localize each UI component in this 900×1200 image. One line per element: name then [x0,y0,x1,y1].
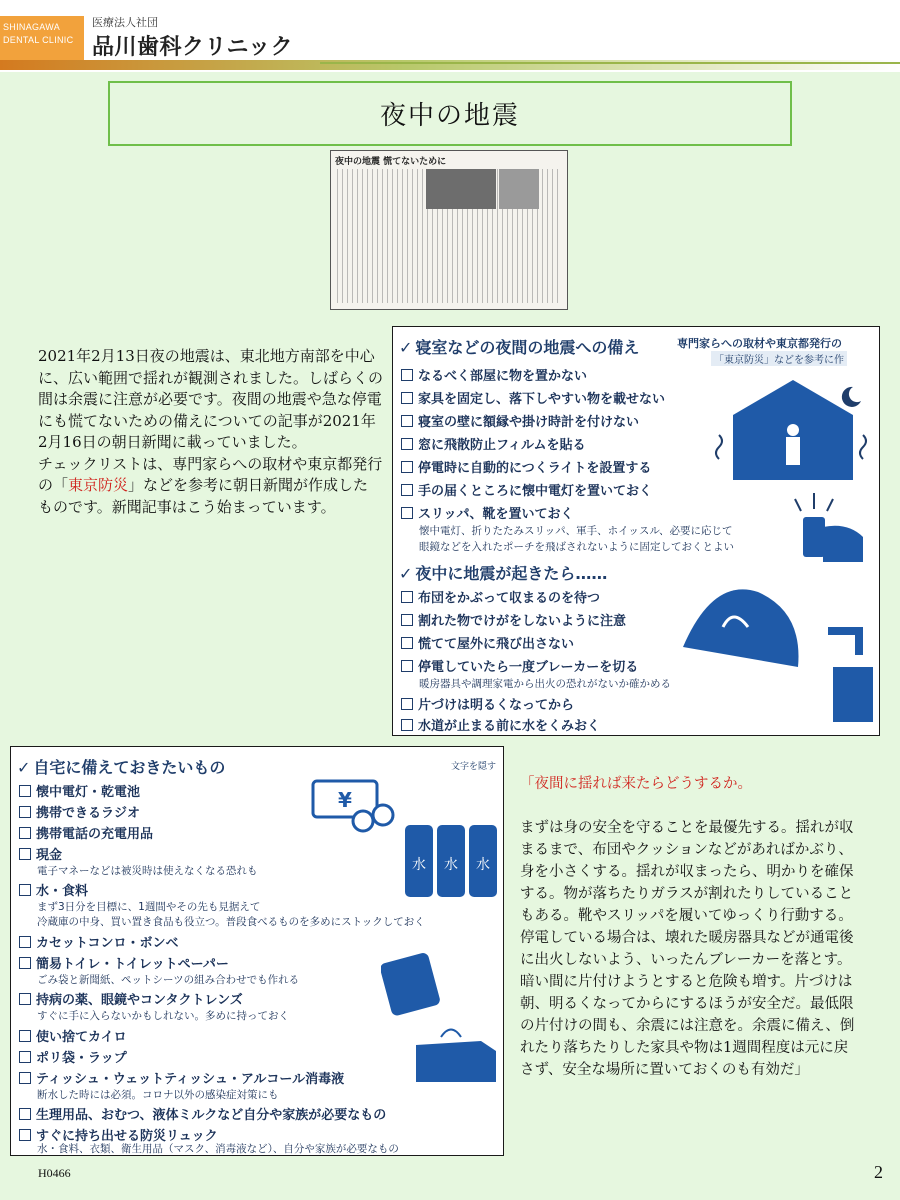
checklist-item: 布団をかぶって収まるのを待つ [401,587,600,606]
checklist-note: まず3日分を目標に、1週間やその先も見据えて [37,901,261,913]
checklist-note: すぐに手に入らないかもしれない。多めに持っておく [37,1010,289,1022]
checkbox-icon [401,660,413,672]
coin-icon [353,811,373,831]
flashlight-illustration [793,487,878,567]
futon-icon [683,589,799,667]
checklist-item: 持病の薬、眼鏡やコンタクトレンズ [19,989,243,1008]
water-label: 水 [444,857,458,873]
checklist-item: 寝室の壁に額縁や掛け時計を付けない [401,411,639,430]
checklist-item: 手の届くところに懐中電灯を置いておく [401,480,652,499]
checkbox-icon [401,591,413,603]
checkbox-icon [19,1030,31,1042]
checkbox-icon [19,993,31,1005]
checklist-item: ティッシュ・ウェットティッシュ・アルコール消毒液 [19,1068,344,1087]
person-head-icon [787,424,799,436]
checklist-home-supplies [10,746,504,1156]
medicine-illustration [381,947,451,1017]
water-cup-icon [833,667,873,722]
water-bottles-illustration [401,813,501,903]
checkmark-icon: ✓ [17,758,31,777]
source-tag-line2: 「東京防災」などを参考に作 [711,351,847,366]
checklist-note: 冷蔵庫の中身、買い置き食品も役立つ。普段食べるものを多めにストックしておく [37,916,425,928]
answer-body: まずは身の安全を守ることを最優先する。揺れが収まるまで、布団やクッションなどがあればかぶり、身を小さくする。揺れが収まったら、明かりを確保する。物が落ちたりガラスが割れたりしていることもある。靴やスリッパを履いてゆっくり行動する。停電している場合は、壊れた暖房器具などが通電後に出火しないよう、いったんブレーカーを落とす。暗い間に片付けようとすると危険も増す。片づけは朝、明るくなってからにするほうが安全だ。最低限の片付けの間も、余震には注意を。余震に備え、倒れたり落ちたりした家具や物は1週間程度は元に戻さず、安全な場所に置いておくのも有効だ」 [520,820,855,1078]
checklist-note: 眼鏡などを入れたポーチを飛ばされないように固定しておくとよい [419,541,734,553]
checklist-item: なるべく部屋に物を置かない [401,365,587,384]
checklist-night-earthquake [392,326,880,736]
checkbox-icon [401,392,413,404]
hide-text-label: 文字を隠す [451,762,497,772]
header-rule-accent [320,62,900,64]
checkbox-icon [19,1072,31,1084]
checklist-item: 慌てて屋外に飛び出さない [401,633,574,652]
checkbox-icon [401,507,413,519]
faucet-spout-icon [855,635,863,655]
person-body-icon [786,437,800,465]
water-label: 水 [412,857,426,873]
checklist-item: 水道が止まる前に水をくみおく [401,715,600,734]
checklist-note: 水・食料、衣類、衛生用品（マスク、消毒液など）、自分や家族が必要なもの [37,1143,399,1155]
shake-lines-icon [716,435,722,459]
answer-lead: 「夜間に揺れば来たらどうするか。 [520,776,752,792]
checkmark-icon: ✓ [399,338,413,357]
intro-paragraph-1: 2021年2月13日夜の地震は、東北地方南部を中心に、広い範囲で揺れが観測されました。しばらくの間は余震に注意が必要です。夜間の地震や急な停電にも慌てないための備えについての記事が2021年2月16日の朝日新聞に載っていました。 [38,347,384,451]
checklist-item: 携帯できるラジオ [19,802,140,821]
checklist-item: 懐中電灯・乾電池 [19,781,140,800]
checklist-item: カセットコンロ・ボンベ [19,932,178,951]
newspaper-clipping-image [330,150,568,310]
clipping-photo-small [499,169,539,209]
checkbox-icon [19,1051,31,1063]
source-tag-line1: 専門家らへの取材や東京都発行の [677,337,842,350]
checkbox-icon [19,806,31,818]
checkbox-icon [401,698,413,710]
checkbox-icon [19,936,31,948]
tissue-box-icon [416,1041,496,1082]
cash-illustration [311,775,399,835]
intro-p2-before: チェックリストは、専門家らへの取材や東京都発行の「 [38,454,383,494]
intro-p2-after: 」などを参考に朝日新聞が作成したものです。新聞記事はこう始まっています。 [38,476,369,516]
clinic-logo [0,16,84,60]
checkbox-icon [401,461,413,473]
checkbox-icon [19,827,31,839]
light-ray-icon [795,499,801,511]
checklist-heading: ✓ 自宅に備えておきたいもの [17,758,226,777]
coin-icon [373,805,393,825]
checkbox-icon [401,415,413,427]
checklist-item: 窓に飛散防止フィルムを貼る [401,434,585,453]
checkbox-icon [401,438,413,450]
tissue-box-illustration [411,1017,501,1087]
shake-lines-icon [860,435,866,459]
checklist-note: 電子マネーなどは被災時は使えなくなる恐れも [37,865,258,877]
checkbox-icon [19,1108,31,1120]
checklist-item: 携帯電話の充電用品 [19,823,153,842]
flashlight-icon [803,517,825,557]
checklist-item: 生理用品、おむつ、液体ミルクなど自分や家族が必要なもの [19,1104,386,1123]
light-ray-icon [827,499,833,511]
checklist-item: 使い捨てカイロ [19,1026,127,1045]
page-title: 夜中の地震 [108,81,792,146]
org-label: 医療法人社団 [92,16,158,29]
checkbox-icon [19,848,31,860]
moon-icon [842,387,861,407]
checkbox-icon [19,957,31,969]
checklist-item: ポリ袋・ラップ [19,1047,127,1066]
checkbox-icon [401,637,413,649]
logo-text: SHINAGAWA DENTAL CLINIC [3,22,74,45]
yen-icon: ¥ [338,788,352,812]
checklist-heading: ✓ 寝室などの夜間の地震への備え [399,338,640,357]
tokyo-bousai-highlight: 東京防災 [68,476,129,494]
checkbox-icon [19,884,31,896]
document-code: H0466 [38,1166,71,1180]
checklist-item: 現金 [19,844,62,863]
faucet-icon [828,627,863,635]
checklist-item: 割れた物でけがをしないように注意 [401,610,626,629]
intro-paragraph-2 [38,454,383,519]
house-illustration [713,375,873,485]
checkbox-icon [401,484,413,496]
checkbox-icon [19,1129,31,1141]
checklist-heading-2: ✓ 夜中に地震が起きたら…… [399,564,608,583]
water-label: 水 [476,857,490,873]
checklist-item: すぐに持ち出せる防災リュック [19,1125,218,1144]
checklist-item: 家具を固定し、落下しやすい物を載せない [401,388,665,407]
checklist-item: 停電していたら一度ブレーカーを切る [401,656,638,675]
clipping-headline: 夜中の地震 慌てないために [335,157,447,167]
checklist-note: 懐中電灯、折りたたみスリッパ、軍手、ホイッスル、必要に応じて [419,525,733,537]
page-number: 2 [874,1162,883,1182]
checklist-item: 停電時に自動的につくライトを設置する [401,457,651,476]
checklist-item: 片づけは明るくなってから [401,694,574,713]
futon-and-water-illustration [683,567,878,732]
answer-text [520,773,860,1081]
checkbox-icon [19,785,31,797]
clipping-photo [426,169,496,209]
checklist-note: 断水した時には必須。コロナ以外の感染症対策にも [37,1089,279,1101]
checklist-item: 水・食料 [19,880,88,899]
tissue-icon [441,1030,461,1038]
pill-pack-icon [381,952,441,1017]
hand-icon [823,526,863,562]
clinic-name: 品川歯科クリニック [92,35,294,60]
checkbox-icon [401,614,413,626]
checklist-note: 暖房器具や調理家電から出火の恐れがないか確かめる [419,678,671,690]
checkmark-icon: ✓ [399,564,413,583]
checkbox-icon [401,719,413,731]
checklist-item: 簡易トイレ・トイレットペーパー [19,953,229,972]
checkbox-icon [401,369,413,381]
page-header [0,0,900,72]
checklist-note: ごみ袋と新聞紙、ペットシーツの組み合わせでも作れる [37,974,300,986]
checklist-item: スリッパ、靴を置いておく [401,503,573,522]
intro-text [38,346,383,518]
